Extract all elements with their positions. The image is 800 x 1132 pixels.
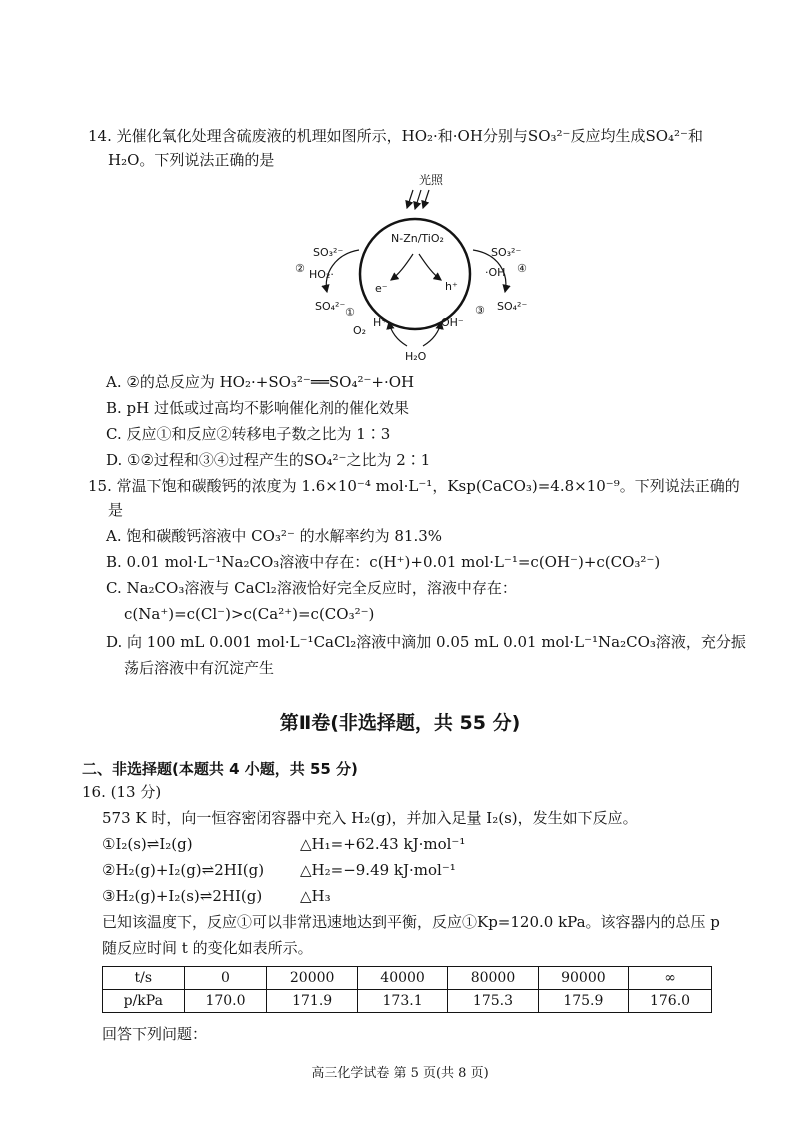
table-cell: 90000	[538, 967, 628, 990]
q16-reaction2: ②H₂(g)+I₂(g)⇌2HI(g)	[102, 861, 265, 879]
electron-arrow	[391, 254, 413, 280]
table-cell: 170.0	[184, 990, 267, 1013]
q15-option-a: A. 饱和碳酸钙溶液中 CO₃²⁻ 的水解率约为 81.3%	[106, 527, 443, 545]
step2-label: ②	[295, 262, 305, 275]
table-cell: 40000	[357, 967, 447, 990]
q15-option-d2: 荡后溶液中有沉淀产生	[124, 659, 275, 677]
oh-minus-label: OH⁻	[441, 316, 464, 329]
so3-left-label: SO₃²⁻	[313, 246, 344, 259]
q14-option-a: A. ②的总反应为 HO₂·+SO₃²⁻══SO₄²⁻+·OH	[106, 373, 415, 391]
table-cell: ∞	[629, 967, 712, 990]
q16-reaction3: ③H₂(g)+I₂(s)⇌2HI(g)	[102, 887, 263, 905]
table-header-t: t/s	[103, 967, 185, 990]
q16-text-line2: 随反应时间 t 的变化如表所示。	[102, 939, 313, 957]
q16-reaction1-dh: △H₁=+62.43 kJ·mol⁻¹	[300, 835, 466, 853]
table-cell: 20000	[267, 967, 357, 990]
q14-option-d: D. ①②过程和③④过程产生的SO₄²⁻之比为 2∶1	[106, 451, 431, 469]
so4-right-label: SO₄²⁻	[497, 300, 528, 313]
catalyst-label: N-Zn/TiO₂	[391, 232, 444, 245]
table-cell: 173.1	[357, 990, 447, 1013]
q16-number: 16. (13 分)	[82, 783, 162, 801]
q16-intro: 573 K 时，向一恒容密闭容器中充入 H₂(g)，并加入足量 I₂(s)，发生如下反应。	[102, 809, 638, 827]
table-cell: 176.0	[629, 990, 712, 1013]
q15-option-c1: C. Na₂CO₃溶液与 CaCl₂溶液恰好完全反应时，溶液中存在：	[106, 579, 517, 597]
part2-title: 第Ⅱ卷(非选择题，共 55 分)	[279, 712, 521, 734]
pressure-time-table	[102, 966, 712, 1013]
table-cell: 175.9	[538, 990, 628, 1013]
q15-stem-line2: 是	[108, 501, 124, 519]
q16-reaction1: ①I₂(s)⇌I₂(g)	[102, 835, 193, 853]
q14-option-b: B. pH 过低或过高均不影响催化剂的催化效果	[106, 399, 410, 417]
q15-stem-line1: 15. 常温下饱和碳酸钙的浓度为 1.6×10⁻⁴ mol·L⁻¹，Ksp(CaCO₃)=4.8×10⁻⁹。下列说法正确的	[88, 477, 740, 495]
page-footer: 高三化学试卷 第 5 页(共 8 页)	[311, 1066, 489, 1081]
table-cell: 0	[184, 967, 267, 990]
q16-text-line1: 已知该温度下，反应①可以非常迅速地达到平衡，反应①Kp=120.0 kPa。该容器内的总压 p	[102, 913, 720, 931]
oh-radical-label: ·OH	[485, 266, 506, 279]
q14-stem-line1: 14. 光催化氧化处理含硫废液的机理如图所示，HO₂·和·OH分别与SO₃²⁻反应均生成SO₄²⁻和	[88, 127, 703, 145]
table-row	[103, 990, 712, 1013]
hole-label: h⁺	[445, 280, 458, 293]
hole-arrow	[419, 254, 441, 280]
q15-option-d1: D. 向 100 mL 0.001 mol·L⁻¹CaCl₂溶液中滴加 0.05 mL 0.01 mol·L⁻¹Na₂CO₃溶液，充分振	[106, 633, 746, 651]
table-cell: 175.3	[448, 990, 538, 1013]
q15-option-b: B. 0.01 mol·L⁻¹Na₂CO₃溶液中存在：c(H⁺)+0.01 mol·L⁻¹=c(OH⁻)+c(CO₃²⁻)	[106, 553, 661, 571]
q15-option-c2: c(Na⁺)=c(Cl⁻)>c(Ca²⁺)=c(CO₃²⁻)	[124, 605, 375, 623]
q16-reaction2-dh: △H₂=−9.49 kJ·mol⁻¹	[300, 861, 456, 879]
table-row	[103, 967, 712, 990]
table-cell: 80000	[448, 967, 538, 990]
table-header-p: p/kPa	[103, 990, 185, 1013]
q16-answer-prompt: 回答下列问题：	[102, 1025, 208, 1043]
h-plus-label: H⁺	[373, 316, 388, 329]
step3-label: ③	[475, 304, 485, 317]
light-arrows-icon	[407, 190, 429, 209]
table-cell: 171.9	[267, 990, 357, 1013]
so3-right-label: SO₃²⁻	[491, 246, 522, 259]
step1-label: ①	[345, 306, 355, 319]
h2o-label: H₂O	[405, 350, 427, 363]
q16-reaction3-dh: △H₃	[300, 887, 331, 905]
photocatalysis-diagram	[295, 174, 535, 364]
q14-stem-line2: H₂O。下列说法正确的是	[108, 151, 275, 169]
electron-label: e⁻	[375, 282, 388, 295]
light-label: 光照	[419, 174, 444, 187]
step4-label: ④	[517, 262, 527, 275]
q14-option-c: C. 反应①和反应②转移电子数之比为 1∶3	[106, 425, 391, 443]
so4-left-label: SO₄²⁻	[315, 300, 346, 313]
part2-section-title: 二、非选择题(本题共 4 小题，共 55 分)	[82, 760, 358, 778]
ho2-label: HO₂·	[309, 268, 334, 281]
o2-label: O₂	[353, 324, 367, 337]
